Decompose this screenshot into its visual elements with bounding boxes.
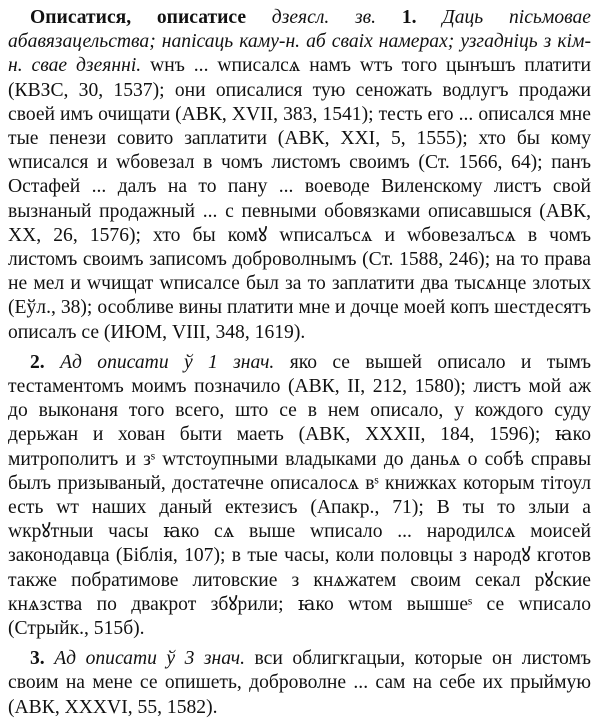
sense-number: 3.: [30, 648, 45, 670]
sense-definition: Даць пісьмовае абавязацельства; напісаць каму-н. аб сваіх намерах; узгадніць з кім-н. свае дзеянні.: [8, 7, 591, 77]
sense-number: 2.: [30, 351, 45, 373]
headword: Описатися, описатисе: [30, 7, 247, 28]
sense-examples: вси облигкгацыи, которые он листомъ своим на мене се опишеть, доброволне ... сам на себе их прыймую (АВК, XXXVI, 55, 1582).: [8, 648, 591, 718]
sense-number: 1.: [401, 7, 417, 28]
sense-2-paragraph: [8, 351, 591, 641]
sense-definition: Ад описати ў 1 знач.: [60, 351, 275, 373]
sense-3-paragraph: [8, 647, 591, 720]
grammar-label: дзеясл. зв.: [271, 7, 377, 28]
sense-examples: wнъ ... wписалсѧ намъ wтъ того цынъшъ платити (КВЗС, 30, 1537); они описалися тую сеножать водлугъ продажи своей имъ очищати (АВК, XVII, 383, 1541); тесть его ... описался мне тые пенези совито заплатити (АВК, XXI, 5, 1555); хто бы кому wписался и wбовезал в чомъ листомъ своимъ (Ст. 1566, 64); панъ Остафей ... далъ на то пану ... воеводе Виленскому листъ свой вызнаный продажный ... с певными обовязками описавшыся (АВК, XX, 26, 1576); хто бы комꙋ wписалъсѧ и wбовезалъсѧ в чомъ листомъ своимъ записомъ доброволнымъ (Ст. 1588, 246); на то права не мел и wчищат wписалсе был за то заплатити два тысѧнце злотых (Еўл., 38); особливе вины платити мне и дочце моей копъ шестдесятъ описалъ се (ИЮМ, VIII, 348, 1619).: [8, 55, 591, 343]
sense-definition: Ад описати ў 3 знач.: [54, 648, 246, 670]
sense-examples: яко се вышей описало и тымъ тестаментомъ моимъ позначило (АВК, II, 212, 1580); листъ мой аж до выконаня того всего, што се в нем описало, у кождого суду дерьжан и хован быти маеть (АВК, XXXII, 184, 1596); ꙗко митрополитъ и зˢ wтстоупными владыками до даньѧ о собѣ справы былъ призываный, достатечне описалосѧ вˢ книжках которым тітоул есть wт наших даный ектезисъ (Апакр., 71); В ты то злыи а wкрꙋтныи часы ꙗко сѧ выше wписало ... народилсѧ моисей законодавца (Біблія, 107); в тые часы, коли половцы з народꙋ кготов также побратимове литовские з кнѧжатем своим секал рꙋские кнѧзства по двакрот збꙋрили; ꙗко wтом вышшеˢ се wписало (Стрыйк., 515б).: [8, 351, 591, 640]
sense-1-paragraph: [8, 6, 591, 345]
